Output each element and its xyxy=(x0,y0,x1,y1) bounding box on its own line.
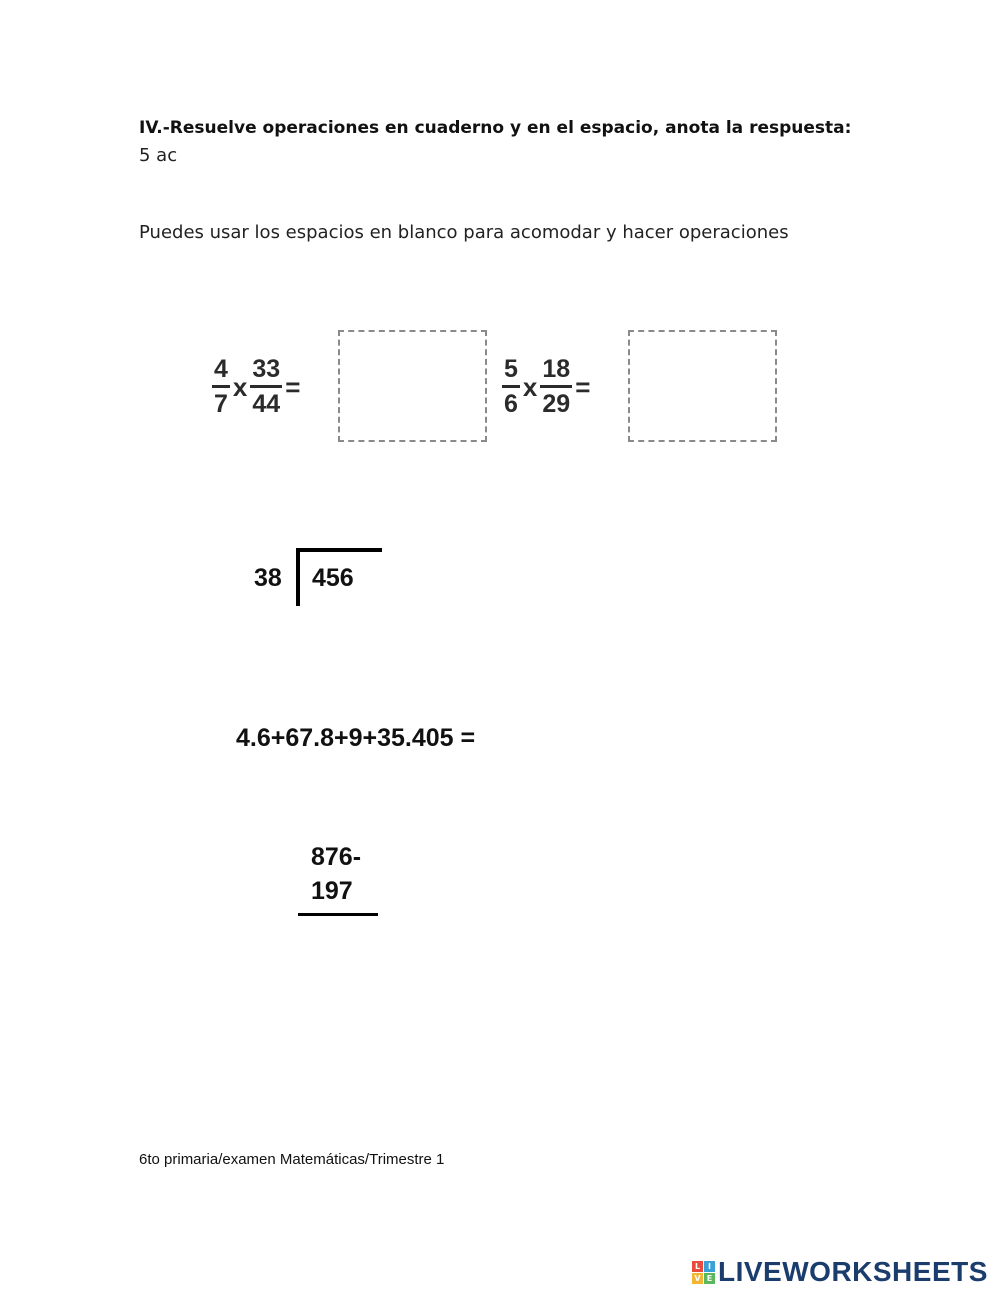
fraction-b xyxy=(250,357,282,417)
logo-grid-icon xyxy=(692,1261,715,1284)
numerator: 33 xyxy=(250,357,282,388)
multiply-sign: x xyxy=(522,371,538,402)
page-footer: 6to primaria/examen Matemáticas/Trimestre 1 xyxy=(139,1151,445,1168)
numerator: 5 xyxy=(502,357,520,388)
equals-sign: = xyxy=(575,371,591,402)
denominator: 6 xyxy=(504,390,518,418)
equals-sign: = xyxy=(285,371,301,402)
numerator: 4 xyxy=(212,357,230,388)
logo-tile-l: L xyxy=(692,1261,703,1272)
answer-box-2[interactable] xyxy=(628,330,777,442)
logo-text: LIVEWORKSHEETS xyxy=(718,1256,988,1287)
addition-expression: 4.6+67.8+9+35.405 = xyxy=(236,724,476,752)
points-label: 5 ac xyxy=(139,145,178,166)
logo-tile-i: I xyxy=(704,1261,715,1272)
division-dividend: 456 xyxy=(312,564,354,592)
fraction-a xyxy=(212,357,230,417)
section-heading: IV.-Resuelve operaciones en cuaderno y en el espacio, anota la respuesta: xyxy=(139,118,852,138)
logo-tile-e: E xyxy=(704,1273,715,1284)
denominator: 44 xyxy=(252,390,281,418)
fraction-a xyxy=(502,357,520,417)
subtraction-subtrahend: 197 xyxy=(311,877,353,905)
answer-box-1[interactable] xyxy=(338,330,487,442)
numerator: 18 xyxy=(540,357,572,388)
instruction-text: Puedes usar los espacios en blanco para acomodar y hacer operaciones xyxy=(139,222,789,243)
division-bracket-vertical xyxy=(296,548,300,606)
division-bracket-horizontal xyxy=(296,548,382,552)
denominator: 7 xyxy=(214,390,228,418)
subtraction-line xyxy=(298,913,378,916)
liveworksheets-logo xyxy=(692,1256,988,1288)
division-divisor: 38 xyxy=(254,564,282,592)
multiply-sign: x xyxy=(232,371,248,402)
denominator: 29 xyxy=(542,390,571,418)
fraction-problem-1 xyxy=(212,352,303,422)
fraction-b xyxy=(540,357,572,417)
fraction-problem-2 xyxy=(502,352,593,422)
subtraction-minuend: 876- xyxy=(311,843,362,871)
logo-tile-v: V xyxy=(692,1273,703,1284)
